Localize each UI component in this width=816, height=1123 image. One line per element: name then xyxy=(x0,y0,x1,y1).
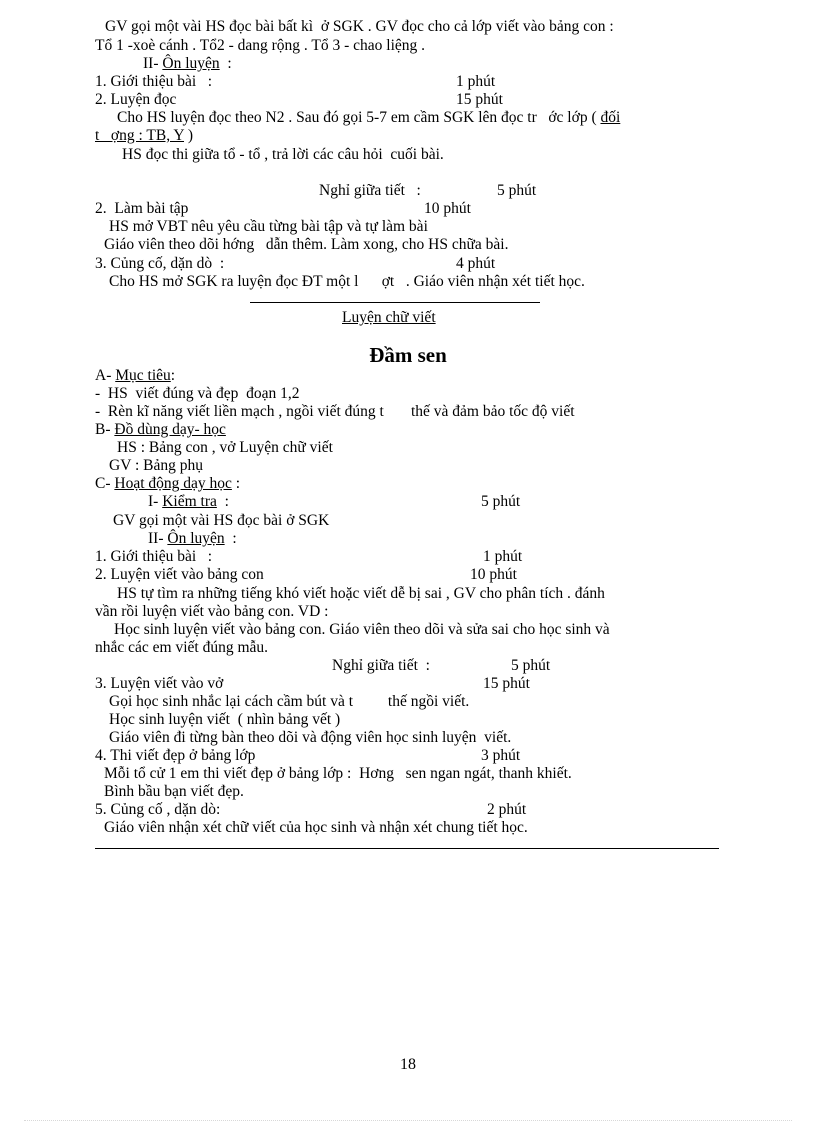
list-item: - Rèn kĩ năng viết liền mạch , ngồi viết đúng t thế và đảm bảo tốc độ viết xyxy=(95,403,575,420)
paragraph-gv-huong-dan: Giáo viên theo dõi hớng dẫn thêm. Làm xong, cho HS chữa bài. xyxy=(104,236,509,253)
break-time: 5 phút xyxy=(511,657,551,674)
section-heading-on-luyen: II- Ôn luyện : xyxy=(143,55,232,72)
paragraph-hoc-sinh: Học sinh luyện viết vào bảng con. Giáo viên theo dõi và sửa sai cho học sinh và xyxy=(114,621,610,638)
paragraph-final: Giáo viên nhận xét chữ viết của học sinh và nhận xét chung tiết học. xyxy=(104,819,528,836)
break-time: 5 phút xyxy=(497,182,537,199)
text-line: Tổ 1 -xoè cánh . Tổ2 - dang rộng . Tổ 3 - chao liệng . xyxy=(95,37,426,54)
paragraph-hs-tu-tim-cont: vần rồi luyện viết vào bảng con. VD : xyxy=(95,603,329,620)
divider xyxy=(250,302,540,303)
row-time: 4 phút xyxy=(456,255,496,272)
paragraph-gv-goi: GV gọi một vài HS đọc bài ở SGK xyxy=(113,512,330,529)
break-label: Nghỉ giữa tiết : xyxy=(332,657,430,674)
list-item: HS : Bảng con , vở Luyện chữ viết xyxy=(117,439,333,456)
row-time: 2 phút xyxy=(487,801,527,818)
list-item: Gọi học sinh nhắc lại cách cầm bút và t thế ngồi viết. xyxy=(109,693,470,710)
paragraph-vbt: HS mở VBT nêu yêu cầu từng bài tập và tự làm bài xyxy=(109,218,428,235)
paragraph-thi-doc: HS đọc thi giữa tổ - tổ , trả lời các câu hỏi cuối bài. xyxy=(122,146,444,163)
paragraph-hoc-sinh-cont: nhắc các em viết đúng mẫu. xyxy=(95,639,269,656)
row-label: 2. Luyện đọc xyxy=(95,91,177,108)
heading-muc-tieu: A- Mục tiêu: xyxy=(95,367,176,384)
row-label: 4. Thi viết đẹp ở bảng lớp xyxy=(95,747,256,764)
list-item: Giáo viên đi từng bàn theo dõi và động viên học sinh luyện viết. xyxy=(109,729,512,746)
page-title: Đầm sen xyxy=(369,343,447,367)
row-label: 3. Luyện viết vào vở xyxy=(95,675,224,692)
break-label: Nghỉ giữa tiết : xyxy=(319,182,421,199)
list-item: Học sinh luyện viết ( nhìn bảng vết ) xyxy=(109,711,341,728)
paragraph-ra-luyen: Cho HS mở SGK ra luyện đọc ĐT một l ợt . Giáo viên nhận xét tiết học. xyxy=(109,273,585,290)
divider xyxy=(95,848,719,849)
row-label: 1. Giới thiệu bài : xyxy=(95,73,213,90)
paragraph-luyen-doc-cont: t ợng : TB, Y ) xyxy=(95,127,194,144)
row-time: 1 phút xyxy=(483,548,523,565)
list-item: Bình bầu bạn viết đẹp. xyxy=(104,783,244,800)
heading-do-dung: B- Đồ dùng dạy- học xyxy=(95,421,226,438)
row-label: 2. Làm bài tập xyxy=(95,200,189,217)
row-label: 1. Giới thiệu bài : xyxy=(95,548,213,565)
page-edge xyxy=(24,1120,792,1121)
row-time: 5 phút xyxy=(481,493,521,510)
row-time: 15 phút xyxy=(456,91,503,108)
page-number: 18 xyxy=(400,1056,416,1073)
row-time: 1 phút xyxy=(456,73,496,90)
list-item: Mỗi tổ cử 1 em thi viết đẹp ở bảng lớp : Hơng sen ngan ngát, thanh khiết. xyxy=(104,765,572,782)
section-heading-on-luyen: II- Ôn luyện : xyxy=(148,530,237,547)
row-time: 3 phút xyxy=(481,747,521,764)
heading-kiem-tra: I- Kiểm tra : xyxy=(148,493,229,510)
list-item: - HS viết đúng và đẹp đoạn 1,2 xyxy=(95,385,300,402)
row-time: 10 phút xyxy=(470,566,517,583)
heading-hoat-dong: C- Hoạt động dạy học : xyxy=(95,475,241,492)
row-time: 15 phút xyxy=(483,675,530,692)
paragraph-hs-tu-tim: HS tự tìm ra những tiếng khó viết hoặc viết dễ bị sai , GV cho phân tích . đánh xyxy=(117,585,605,602)
row-label: 5. Củng cố , dặn dò: xyxy=(95,801,221,818)
row-label: 3. Củng cố, dặn dò : xyxy=(95,255,225,272)
paragraph-luyen-doc: Cho HS luyện đọc theo N2 . Sau đó gọi 5-7 em cầm SGK lên đọc tr ớc lớp ( đối xyxy=(117,109,621,126)
list-item: GV : Bảng phụ xyxy=(109,457,204,474)
row-label: 2. Luyện viết vào bảng con xyxy=(95,566,264,583)
subject-label: Luyện chữ viết xyxy=(342,309,436,326)
row-time: 10 phút xyxy=(424,200,471,217)
text-line: GV gọi một vài HS đọc bài bất kì ở SGK . GV đọc cho cả lớp viết vào bảng con : xyxy=(105,18,614,35)
